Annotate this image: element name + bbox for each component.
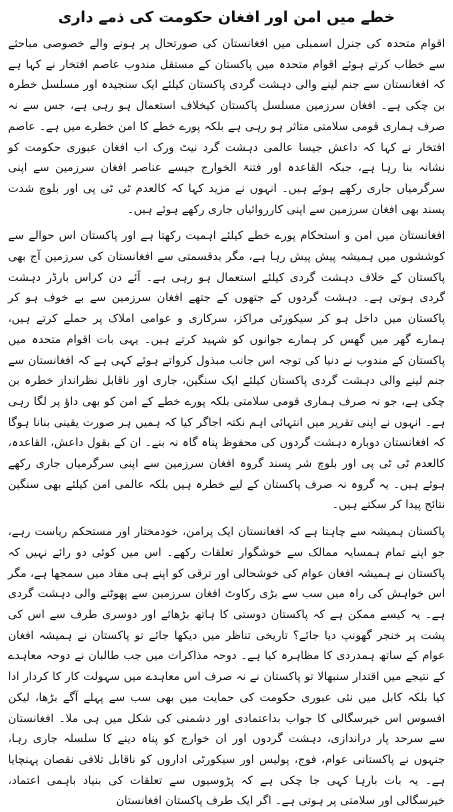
- article-paragraph-2: افغانستان میں امن و استحکام پورے خطے کیلئے اہمیت رکھتا ہے اور پاکستان اس حوالے سے کوششوں میں ہمیشہ پیش پیش رہا ہے، مگر بدقسمتی سے افغانستان کی سرزمین آج بھی پاکستان کے خلاف دہشت گردی کیلئے استعمال ہو رہی ہے۔ آئے دن کراس بارڈر دہشت گردی ہوتی ہے۔ دہشت گردوں کے جتھوں کے جتھے افغان سرزمین سے بے خوف ہو کر پاکستان میں داخل ہو کر سیکورٹی مراکز، سرکاری و عوامی املاک پر حملے کرتے ہیں، ہمارے گھر میں گھس کر ہمارے جوانوں کو شہید کرتے ہیں۔ یہی بات اقوام متحدہ میں پاکستان کے مندوب نے دنیا کی توجہ اس جانب مبذول کرواتے ہوئے کہی ہے کہ افغانستان سے جنم لینے والی دہشت گردی پاکستان کیلئے ایک سنگین، جاری اور ناقابل نظرانداز خطرہ بن چکی ہے، جو نہ صرف ہماری قومی سلامتی بلکہ پورے خطے کے امن کو بھی داؤ پر لگا رہی ہے۔ انہوں نے اپنی تقریر میں انتہائی اہم نکتہ اجاگر کیا کہ ہمیں ہر صورت یقینی بنانا ہوگا کہ افغانستان دوبارہ دہشت گردوں کی محفوظ پناہ گاہ نہ بنے۔ ان کے بقول داعش، القاعدہ، کالعدم ٹی ٹی پی اور بلوچ شر پسند گروہ افغان سرزمین سے اپنی سرگرمیاں جاری رکھے ہوئے ہیں۔ یہ گروہ نہ صرف پاکستان کے لیے خطرہ ہیں بلکہ عالمی امن کیلئے بھی سنگین نتائج پیدا کر سکتے ہیں۔: [8, 229, 445, 512]
- article-headline: خطے میں امن اور افغان حکومت کی ذمے داری: [58, 8, 395, 26]
- article-paragraph-3: پاکستان ہمیشہ سے چاہتا ہے کہ افغانستان ایک پرامن، خودمختار اور مستحکم ریاست رہے، جو اپنے تمام ہمسایہ ممالک سے خوشگوار تعلقات رکھے۔ اس میں کوئی دو رائے نہیں کہ پاکستان نے ہمیشہ افغان عوام کی خوشحالی اور ترقی کو اپنے ہی مفاد میں سمجھا ہے، مگر اس خواہش کی راہ میں سب سے بڑی رکاوٹ افغان سرزمین سے پھوٹنے والی دہشت گردی ہے۔ یہ کیسے ممکن ہے کہ پاکستان دوستی کا ہاتھ بڑھائے اور دوسری طرف سے اس کی پشت پر خنجر گھونپ دیا جائے؟ تاریخی تناظر میں دیکھا جائے تو پاکستان نے ہمیشہ افغان عوام کے ساتھ ہمدردی کا مظاہرہ کیا ہے۔ دوحہ مذاکرات میں جب طالبان نے دوحہ معاہدے کے نتیجے میں اقتدار سنبھالا تو پاکستان نے نہ صرف اس معاہدے میں سہولت کار کا کردار ادا کیا بلکہ کابل میں نئی عبوری حکومت کی حمایت میں بھی سب سے پہلے آگے بڑھا، لیکن افسوس اس خیرسگالی کا جواب بداعتمادی اور دشمنی کی شکل میں ہی ملا۔ افغانستان سے سرحد پار دراندازی، دہشت گردوں اور ان خوارج کو پناہ دینے کا سلسلہ جاری رہا، جنہوں نے پاکستانی عوام، فوج، پولیس اور سیکورٹی اداروں کو ناقابل تلافی نقصان پہنچایا ہے۔ یہ بات بارہا کہی جا چکی ہے کہ پڑوسیوں سے تعلقات کی بنیاد باہمی اعتماد، خیرسگالی اور سلامتی پر ہوتی ہے۔ اگر ایک طرف پاکستان افغانستان: [8, 525, 445, 808]
- article-paragraph-1: اقوام متحدہ کی جنرل اسمبلی میں افغانستان کی صورتحال پر ہونے والے خصوصی مباحثے سے خطاب کرتے ہوئے اقوام متحدہ میں پاکستان کے مستقل مندوب عاصم افتخار نے کہا ہے کہ افغانستان سے جنم لینے والی دہشت گردی پاکستان کیلئے ایک سنجیدہ اور مسلسل خطرہ بن چکی ہے۔ افغان سرزمین مسلسل پاکستان کیخلاف استعمال ہو رہی ہے، جس سے نہ صرف ہماری قومی سلامتی متاثر ہو رہی ہے بلکہ پورے خطے کا امن خطرے میں ہے۔ عاصم افتخار نے کہا کہ داعش جیسا عالمی دہشت گرد نیٹ ورک اب افغان عبوری حکومت کو نشانہ بنا رہا ہے، جبکہ القاعدہ اور فتنۃ الخوارج جیسے عناصر افغان سرزمین سے اپنی سرگرمیاں جاری رکھے ہوئے ہیں۔ انہوں نے مزید کہا کہ کالعدم ٹی ٹی پی اور بلوچ شدت پسند بھی افغان سرزمین سے اپنی کارروائیاں جاری رکھے ہوئے ہیں۔: [8, 37, 445, 216]
